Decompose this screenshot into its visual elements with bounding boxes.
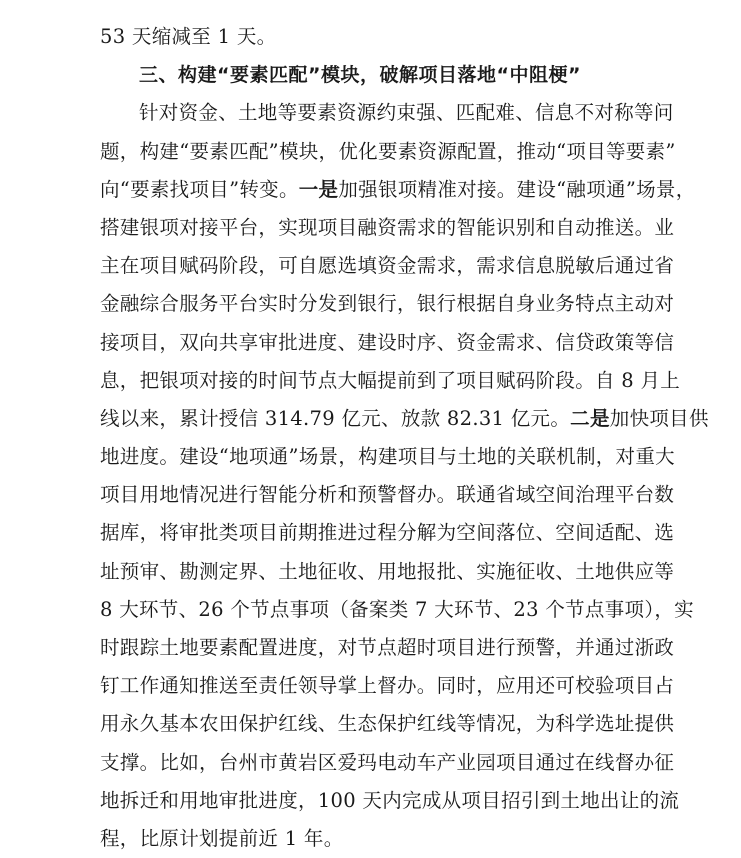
text-line: 地进度。建设“地项通”场景，构建项目与土地的关联机制，对重大	[100, 445, 675, 469]
text-line: 金融综合服务平台实时分发到银行，银行根据自身业务特点主动对	[100, 292, 675, 316]
text-run: 线以来，累计授信 314.79 亿元、放款 82.31 亿元。	[100, 406, 571, 430]
text-line: 接项目，双向共享审批进度、建设时序、资金需求、信贷政策等信	[100, 330, 675, 354]
text-run: 加快项目供	[609, 406, 709, 430]
text-line: 址预审、勘测定界、土地征收、用地报批、实施征收、土地供应等	[100, 559, 675, 583]
text-line: 程，比原计划提前近 1 年。	[100, 826, 344, 850]
text-run: 加强银项精准对接。建设“融项通”场景，	[338, 177, 696, 201]
emphasis-label: 一是	[298, 177, 339, 201]
text-line: 8 大环节、26 个节点事项（备案类 7 大环节、23 个节点事项），实	[100, 597, 694, 621]
text-line: 针对资金、土地等要素资源约束强、匹配难、信息不对称等问	[139, 101, 674, 125]
text-line: 息，把银项对接的时间节点大幅提前到了项目赋码阶段。自 8 月上	[100, 368, 681, 392]
text-line: 53 天缩减至 1 天。	[100, 25, 277, 48]
text-line: 用永久基本农田保护红线、生态保护红线等情况，为科学选址提供	[100, 712, 675, 736]
text-line	[100, 171, 696, 209]
text-line: 据库，将审批类项目前期推进过程分解为空间落位、空间适配、选	[100, 521, 675, 545]
text-line: 主在项目赋码阶段，可自愿选填资金需求，需求信息脱敏后通过省	[100, 254, 675, 278]
text-line: 题，构建“要素匹配”模块，优化要素资源配置，推动“项目等要素”	[100, 139, 676, 163]
text-line: 搭建银项对接平台，实现项目融资需求的智能识别和自动推送。业	[100, 215, 675, 239]
section-heading: 三、构建“要素匹配”模块，破解项目落地“中阻梗”	[139, 64, 581, 87]
text-line: 项目用地情况进行智能分析和预警督办。联通省域空间治理平台数	[100, 483, 675, 507]
text-line	[100, 400, 709, 438]
document-body	[100, 18, 709, 858]
emphasis-label: 二是	[570, 406, 610, 430]
text-line: 时跟踪土地要素配置进度，对节点超时项目进行预警，并通过浙政	[100, 636, 675, 659]
text-line: 支撑。比如，台州市黄岩区爱玛电动车产业园项目通过在线督办征	[100, 750, 675, 774]
text-run: 向“要素找项目”转变。	[100, 177, 299, 201]
text-line: 地拆迁和用地审批进度，100 天内完成从项目招引到土地出让的流	[100, 788, 680, 812]
text-line: 钉工作通知推送至责任领导掌上督办。同时，应用还可校验项目占	[100, 674, 675, 698]
